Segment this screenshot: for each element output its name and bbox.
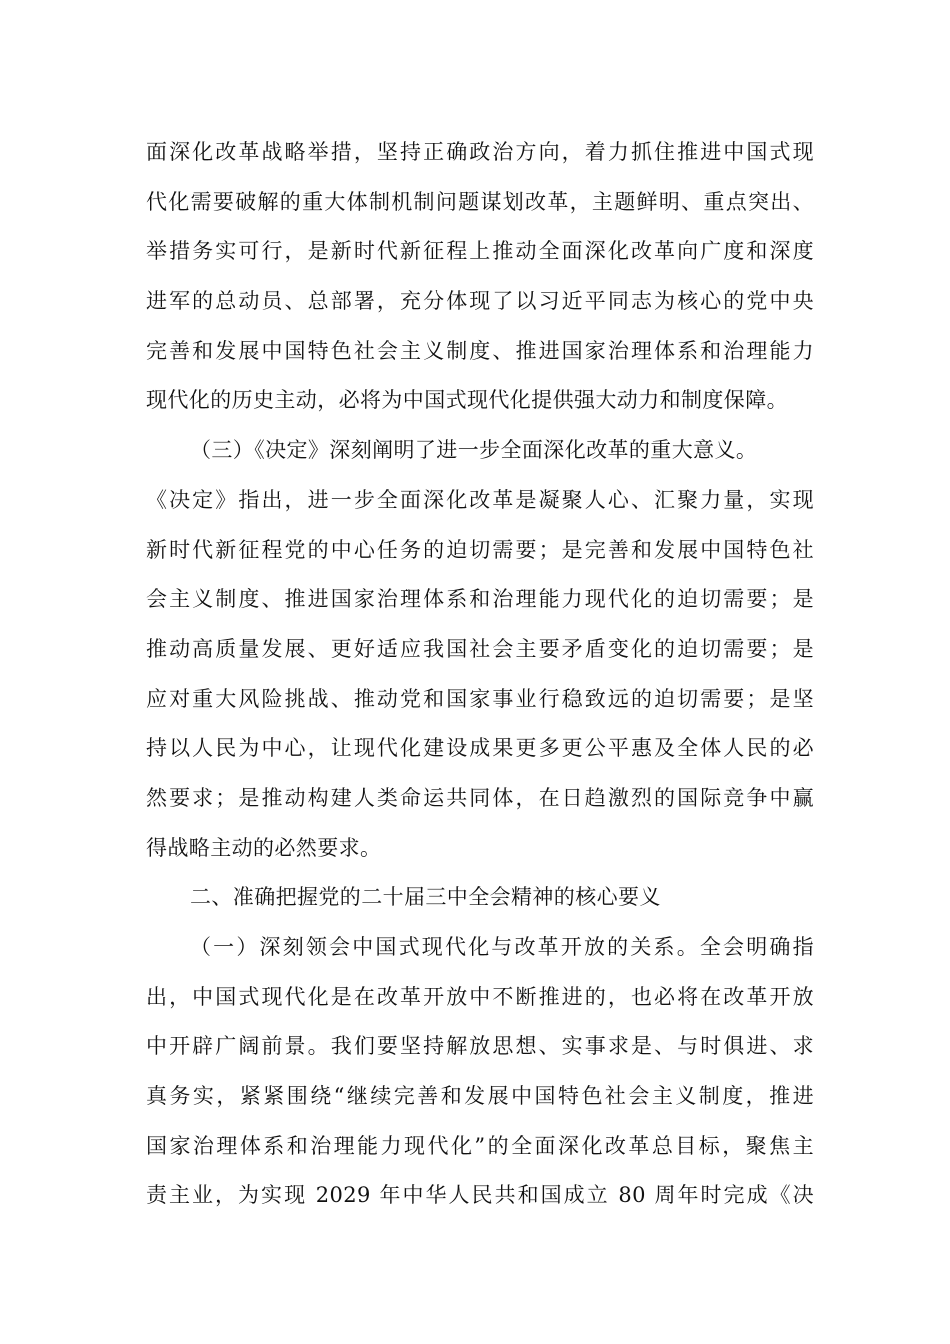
text-line: 代化需要破解的重大体制机制问题谋划改革，主题鲜明、重点突出、	[146, 189, 814, 214]
text-line: 会主义制度、推进国家治理体系和治理能力现代化的迫切需要；是	[146, 587, 814, 612]
text-line: 完善和发展中国特色社会主义制度、推进国家治理体系和治理能力	[146, 338, 814, 363]
text-line: 持以人民为中心，让现代化建设成果更多更公平惠及全体人民的必	[146, 736, 814, 761]
text-line: 举措务实可行，是新时代新征程上推动全面深化改革向广度和深度	[146, 239, 814, 264]
text-line: 应对重大风险挑战、推动党和国家事业行稳致远的迫切需要；是坚	[146, 686, 814, 711]
body-text	[146, 128, 814, 1221]
text-line: 中开辟广阔前景。我们要坚持解放思想、实事求是、与时俱进、求	[146, 1034, 814, 1059]
text-line: 责主业，为实现 2029 年中华人民共和国成立 80 周年时完成《决	[146, 1183, 814, 1208]
text-line: 然要求；是推动构建人类命运共同体，在日趋激烈的国际竞争中赢	[146, 785, 814, 810]
section-heading-3: （三）《决定》深刻阐明了进一步全面深化改革的重大意义。	[190, 438, 758, 463]
section-heading-2: 二、准确把握党的二十届三中全会精神的核心要义	[190, 885, 661, 910]
text-line: 现代化的历史主动，必将为中国式现代化提供强大动力和制度保障。	[146, 388, 788, 413]
text-line: 进军的总动员、总部署，充分体现了以习近平同志为核心的党中央	[146, 289, 814, 314]
text-line: 得战略主动的必然要求。	[146, 835, 382, 860]
text-line: 国家治理体系和治理能力现代化”的全面深化改革总目标，聚焦主	[146, 1133, 814, 1158]
text-line: 真务实，紧紧围绕“继续完善和发展中国特色社会主义制度，推进	[146, 1084, 814, 1109]
text-line: 出，中国式现代化是在改革开放中不断推进的，也必将在改革开放	[146, 984, 814, 1009]
text-line: 面深化改革战略举措，坚持正确政治方向，着力抓住推进中国式现	[146, 140, 814, 164]
text-line: 新时代新征程党的中心任务的迫切需要；是完善和发展中国特色社	[146, 537, 814, 562]
subsection-heading-1: （一）深刻领会中国式现代化与改革开放的关系。全会明确指	[190, 935, 814, 959]
text-line: 《决定》指出，进一步全面深化改革是凝聚人心、汇聚力量，实现	[146, 487, 814, 512]
text-line: 推动高质量发展、更好适应我国社会主要矛盾变化的迫切需要；是	[146, 636, 814, 661]
